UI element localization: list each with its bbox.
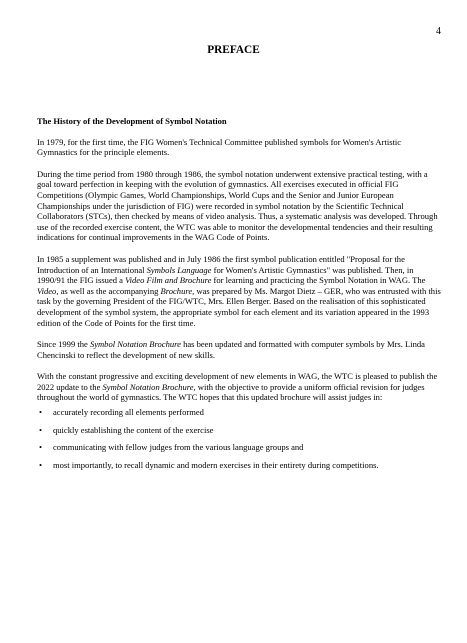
list-item-text: accurately recording all elements performed <box>53 407 204 418</box>
paragraph-3-italic-brochure: Brochure, <box>160 285 195 296</box>
paragraph-3-text-2: for Women's Artistic Gymnastics" was published. Then, in 1990/91 the FIG issued a <box>37 264 414 286</box>
paragraph-3-italic-video-film: Video Film and Brochure <box>125 275 212 286</box>
page-title: PREFACE <box>207 44 260 56</box>
paragraph-4-text-1: Since 1999 the <box>37 339 90 350</box>
bullet-icon: • <box>39 442 42 453</box>
paragraph-3-italic-video: Video <box>37 285 57 296</box>
bullet-list <box>37 407 443 470</box>
page-number: 4 <box>436 26 441 37</box>
list-item <box>37 425 443 436</box>
paragraph-5-italic-brochure: Symbol Notation Brochure, <box>102 381 196 392</box>
list-item <box>37 460 443 471</box>
paragraph-5 <box>37 371 443 403</box>
paragraph-3-text-4: , as well as the accompanying <box>56 285 161 296</box>
paragraph-5-text-2: with the objective to provide a uniform official revision for judges throughout the world of gymnastics. The WTC hopes that this updated brochure will assist judges in: <box>37 381 425 403</box>
paragraph-4 <box>37 339 443 360</box>
list-item-text: communicating with fellow judges from the various language groups and <box>53 442 304 453</box>
paragraph-3-text-5: was prepared by Ms. Margot Dietz – GER, who was entrusted with this task by the governing President of the FIG/WTC, Mrs. Ellen Berger. Based on the realisation of this sophisticated development of the symbol system, the appropriate symbol for each element and its variation appeared in the 1993 edition of the Code of Points for the first time. <box>37 285 441 328</box>
bullet-icon: • <box>39 459 42 470</box>
paragraph-4-italic-brochure: Symbol Notation Brochure <box>89 339 181 350</box>
bullet-icon: • <box>39 424 42 435</box>
paragraph-3-text-1: In 1985 a supplement was published and in July 1986 the first symbol publication entitled "Proposal for the Introduction of an International <box>37 253 405 275</box>
main-content <box>37 116 443 477</box>
paragraph-5-text-1: With the constant progressive and exciting development of new elements in WAG, the WTC is pleased to publish the 2022 update to the <box>37 371 438 392</box>
paragraph-3 <box>37 254 443 328</box>
paragraph-4-text-2: has been updated and formatted with computer symbols by Mrs. Linda Chencinski to reflect the development of new skills. <box>37 339 425 360</box>
paragraph-3-italic-symbols-language: Symbols Language <box>146 264 212 275</box>
paragraph-1: In 1979, for the first time, the FIG Women's Technical Committee published symbols for Women's Artistic Gymnastics for the principle elements. <box>37 136 402 158</box>
list-item <box>37 407 443 418</box>
list-item <box>37 442 443 453</box>
paragraph-3-text-3: for learning and practicing the Symbol Notation in WAG. The <box>211 275 426 286</box>
list-item-text: quickly establishing the content of the exercise <box>53 424 214 435</box>
bullet-icon: • <box>39 407 42 418</box>
section-heading: The History of the Development of Symbol Notation <box>37 116 227 126</box>
list-item-text: most importantly, to recall dynamic and modern exercises in their entirety during competitions. <box>53 459 379 470</box>
paragraph-2: During the time period from 1980 through 1986, the symbol notation underwent extensive practical testing, with a goal toward perfection in keeping with the evolution of gymnastics. All exercises executed in official FIG Competitions (Olympic Games, World Championships, World Cups and the Senior and Junior European Championships under the jurisdiction of FIG) were recorded in symbol notation by the Scientific Technical Collaborators (STCs), then checked by means of video analysis. Thus, a systematic analysis was developed. Through use of the recorded exercise content, the WTC was able to monitor the developmental tendencies and their resulting indications for continual improvements in the WAG Code of Points. <box>37 168 438 243</box>
